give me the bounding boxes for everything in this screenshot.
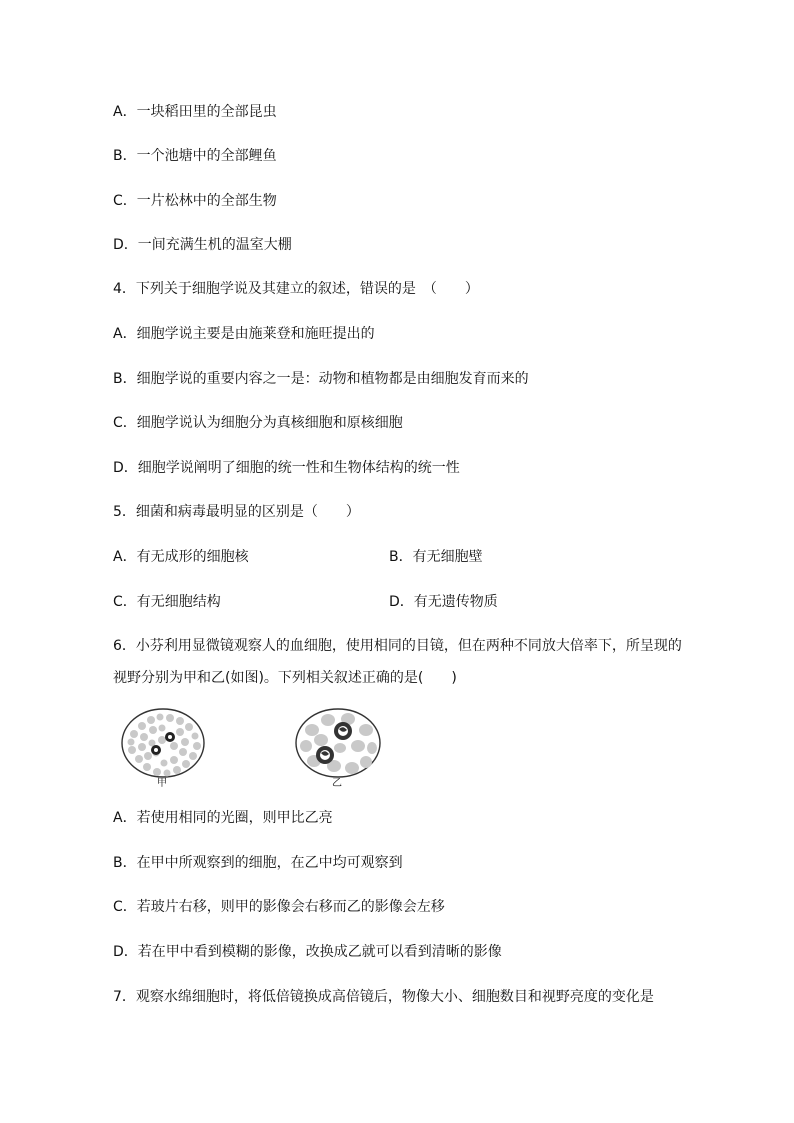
q6-option-d: D．若在甲中看到模糊的影像，改换成乙就可以看到清晰的影像 [113,944,502,960]
q3-option-a: A．一块稻田里的全部昆虫 [113,104,277,120]
q6-option-b: B．在甲中所观察到的细胞，在乙中均可观察到 [113,855,403,871]
q4-option-b: B．细胞学说的重要内容之一是：动物和植物都是由细胞发育而来的 [113,371,529,387]
q5-stem: 5．细菌和病毒最明显的区别是（ ） [113,504,360,520]
microscope-field-yi [294,706,384,782]
q4-option-c: C．细胞学说认为细胞分为真核细胞和原核细胞 [113,415,403,431]
q4-stem: 4．下列关于细胞学说及其建立的叙述，错误的是 （ ） [113,281,479,297]
figure-label-jia: 甲 [157,778,167,789]
q7-stem: 7．观察水绵细胞时，将低倍镜换成高倍镜后，物像大小、细胞数目和视野亮度的变化是 [113,989,654,1005]
q3-option-c: C．一片松林中的全部生物 [113,193,277,209]
q5-option-b: B．有无细胞壁 [389,549,483,565]
q5-option-d: D．有无遗传物质 [389,594,498,610]
q5-option-a: A．有无成形的细胞核 [113,549,249,565]
figure-label-yi: 乙 [332,778,342,789]
microscope-figure [120,706,390,790]
q5-option-c: C．有无细胞结构 [113,594,221,610]
q6-stem-line2: 视野分别为甲和乙(如图)。下列相关叙述正确的是( ) [113,670,457,686]
q4-option-d: D．细胞学说阐明了细胞的统一性和生物体结构的统一性 [113,460,460,476]
q6-option-a: A．若使用相同的光圈，则甲比乙亮 [113,810,333,826]
q4-option-a: A．细胞学说主要是由施莱登和施旺提出的 [113,326,375,342]
q3-option-b: B．一个池塘中的全部鲤鱼 [113,148,277,164]
q6-option-c: C．若玻片右移，则甲的影像会右移而乙的影像会左移 [113,899,445,915]
q3-option-d: D．一间充满生机的温室大棚 [113,237,292,253]
q6-stem-line1: 6．小芬利用显微镜观察人的血细胞，使用相同的目镜，但在两种不同放大倍率下，所呈现的 [113,638,682,654]
microscope-field-jia [120,706,210,782]
